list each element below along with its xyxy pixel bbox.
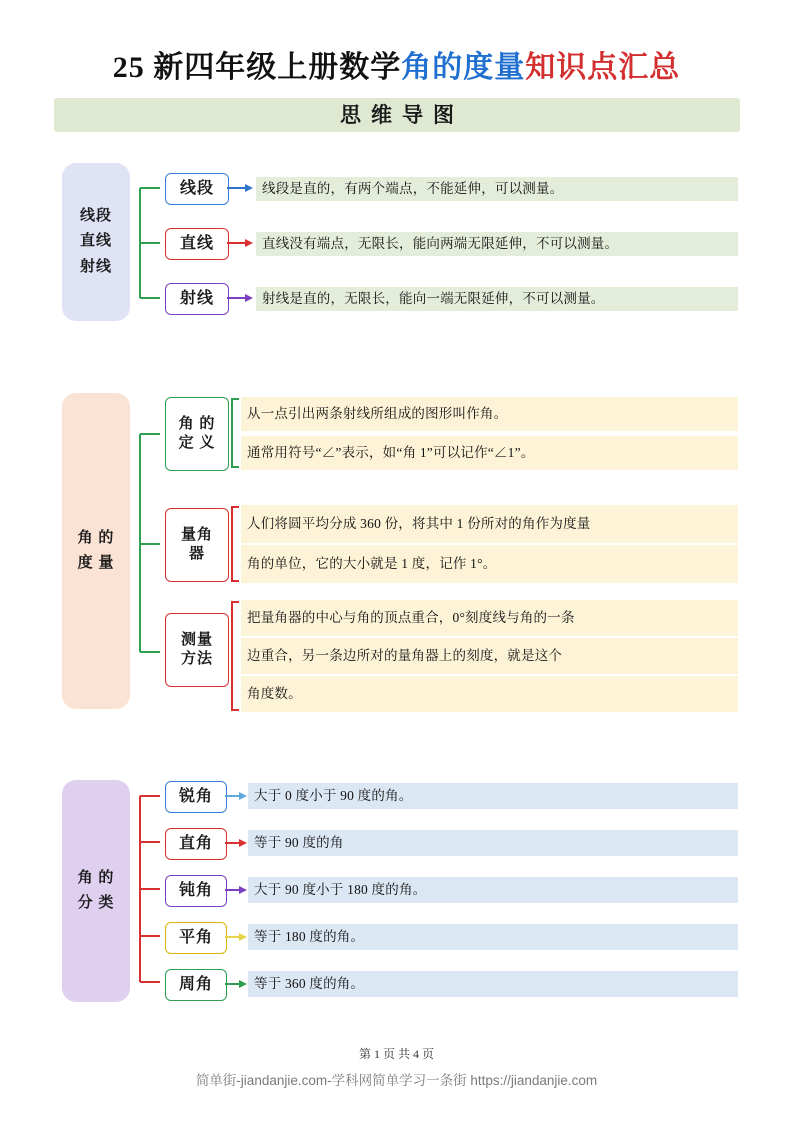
desc-celiang-fangfa-1 <box>241 600 738 636</box>
node-liangjiaoqi[interactable] <box>165 508 229 582</box>
desc-pingjiao-text: 等于 180 度的角。 <box>254 928 365 944</box>
arrow-xianduan <box>227 180 255 196</box>
desc-jiao-dingyi-text-1: 从一点引出两条射线所组成的图形叫作角。 <box>247 405 508 421</box>
desc-xianduan-text: 线段是直的，有两个端点，不能延伸，可以测量。 <box>262 180 564 196</box>
desc-liangjiaoqi-text-2: 角的单位，它的大小就是 1 度，记作 1°。 <box>247 555 497 571</box>
arrow-zhijiao <box>225 835 249 851</box>
desc-zhijiao-text: 等于 90 度的角 <box>254 834 344 850</box>
bracket-celiang-fangfa <box>229 600 241 712</box>
desc-celiang-fangfa-text-2: 边重合，另一条边所对的量角器上的刻度，就是这个 <box>247 647 563 663</box>
node-dunjiao[interactable] <box>165 875 227 907</box>
desc-ruijiao <box>248 783 738 809</box>
node-jiao-dingyi[interactable] <box>165 397 229 471</box>
desc-celiang-fangfa-2 <box>241 638 738 674</box>
desc-xianduan <box>256 177 738 201</box>
desc-celiang-fangfa-3 <box>241 676 738 712</box>
node-pingjiao[interactable] <box>165 922 227 954</box>
section-2-label <box>62 393 130 709</box>
desc-zhijiao <box>248 830 738 856</box>
title-part-2: 角的度量 <box>401 51 526 84</box>
node-zhijiao-label: 直角 <box>178 835 213 852</box>
desc-zhixian <box>256 232 738 256</box>
node-celiang-fangfa-line-2: 方法 <box>180 651 213 667</box>
desc-liangjiaoqi-2 <box>241 545 738 583</box>
node-ruijiao[interactable] <box>165 781 227 813</box>
arrow-pingjiao <box>225 929 249 945</box>
section-1-label-line-2: 直线 <box>79 233 112 250</box>
section-3-label-line-1: 角 的 <box>77 869 115 886</box>
node-zhixian-label: 直线 <box>179 235 214 252</box>
desc-dunjiao <box>248 877 738 903</box>
desc-jiao-dingyi-2 <box>241 436 738 470</box>
section-2-label-line-1: 角 的 <box>77 529 115 546</box>
desc-liangjiaoqi-text-1: 人们将圆平均分成 360 份，将其中 1 份所对的角作为度量 <box>247 515 591 531</box>
bracket-jiao-dingyi <box>229 397 241 469</box>
page-title <box>0 42 793 86</box>
arrow-dunjiao <box>225 882 249 898</box>
node-zhixian[interactable] <box>165 228 229 260</box>
node-xianduan[interactable] <box>165 173 229 205</box>
node-jiao-dingyi-line-2: 定 义 <box>178 435 216 451</box>
title-part-1: 25 新四年级上册数学 <box>112 51 402 84</box>
node-pingjiao-label: 平角 <box>178 929 213 946</box>
desc-ruijiao-text: 大于 0 度小于 90 度的角。 <box>254 787 413 803</box>
desc-pingjiao <box>248 924 738 950</box>
node-jiao-dingyi-line-1: 角 的 <box>178 416 216 433</box>
desc-celiang-fangfa-text-3: 角度数。 <box>247 685 302 701</box>
node-shexian-label: 射线 <box>179 290 214 307</box>
desc-zhixian-text: 直线没有端点，无限长，能向两端无限延伸，不可以测量。 <box>262 235 619 251</box>
section-1-label-line-3: 射线 <box>79 258 112 275</box>
arrow-zhoujiao <box>225 976 249 992</box>
watermark-text: 简单街-jiandanjie.com-学科网简单学习一条街 https://jiandanjie.com <box>195 1073 598 1088</box>
desc-zhoujiao <box>248 971 738 997</box>
node-zhijiao[interactable] <box>165 828 227 860</box>
subtitle-banner <box>54 98 740 132</box>
section-2-label-line-2: 度 量 <box>77 555 115 571</box>
arrow-zhixian <box>227 235 255 251</box>
title-part-3: 知识点汇总 <box>525 51 681 84</box>
node-liangjiaoqi-line-1: 量角 <box>180 527 213 544</box>
node-zhoujiao[interactable] <box>165 969 227 1001</box>
section-3-connector <box>138 782 168 1000</box>
desc-shexian <box>256 287 738 311</box>
node-zhoujiao-label: 周角 <box>178 976 213 993</box>
arrow-ruijiao <box>225 788 249 804</box>
desc-jiao-dingyi-text-2: 通常用符号“∠”表示，如“角 1”可以记作“∠1”。 <box>247 444 535 460</box>
node-ruijiao-label: 锐角 <box>178 788 213 805</box>
node-dunjiao-label: 钝角 <box>178 882 213 899</box>
section-3-label <box>62 780 130 1002</box>
arrow-shexian <box>227 290 255 306</box>
node-xianduan-label: 线段 <box>179 180 214 197</box>
node-liangjiaoqi-line-2: 器 <box>188 546 205 562</box>
node-shexian[interactable] <box>165 283 229 315</box>
desc-zhoujiao-text: 等于 360 度的角。 <box>254 975 365 991</box>
section-2-connector <box>138 398 168 698</box>
section-3-label-line-2: 分 类 <box>77 895 115 911</box>
node-celiang-fangfa-line-1: 测量 <box>180 632 213 649</box>
desc-celiang-fangfa-text-1: 把量角器的中心与角的顶点重合，0°刻度线与角的一条 <box>247 609 575 625</box>
section-1-label-line-1: 线段 <box>79 207 112 224</box>
subtitle-text: 思维导图 <box>340 103 464 127</box>
page-number: 第 1 页 共 4 页 <box>358 1047 434 1061</box>
section-1-connector <box>138 170 168 316</box>
desc-liangjiaoqi-1 <box>241 505 738 543</box>
desc-shexian-text: 射线是直的，无限长，能向一端无限延伸，不可以测量。 <box>262 290 605 306</box>
desc-jiao-dingyi-1 <box>241 397 738 431</box>
node-celiang-fangfa[interactable] <box>165 613 229 687</box>
bracket-liangjiaoqi <box>229 505 241 583</box>
desc-dunjiao-text: 大于 90 度小于 180 度的角。 <box>254 881 427 897</box>
section-1-label <box>62 163 130 321</box>
